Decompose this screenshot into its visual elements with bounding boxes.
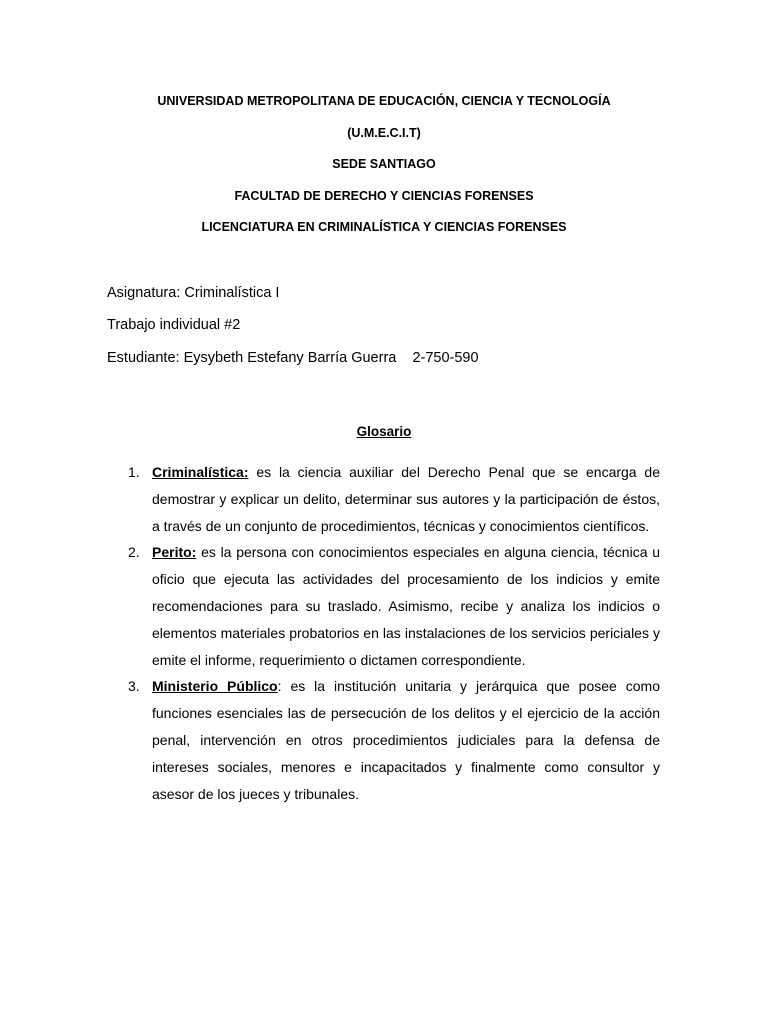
item-number: 1. <box>128 464 140 480</box>
subject-line: Asignatura: Criminalística I <box>107 285 280 301</box>
assignment-line: Trabajo individual #2 <box>107 317 241 333</box>
student-line: Estudiante: Eysybeth Estefany Barría Guerra 2-750-590 <box>107 350 479 366</box>
glossary-list <box>128 459 660 807</box>
glossary-item <box>128 673 660 807</box>
glossary-definition: : es la institución unitaria y jerárquica que posee como funciones esenciales las de persecución de los delitos y el ejercicio de la acción penal, intervención en otros procedimientos judiciales para la defensa de intereses sociales, menores e incapacitados y finalmente como consultor y asesor de los jueces y tribunales. <box>152 678 660 802</box>
glossary-definition: es la ciencia auxiliar del Derecho Penal que se encarga de demostrar y explicar un delito, determinar sus autores y la participación de éstos, a través de un conjunto de procedimientos, técnicas y conocimientos científicos. <box>152 464 660 534</box>
item-number: 2. <box>128 544 140 561</box>
glossary-term: Perito: <box>152 544 197 561</box>
glossary-term: Ministerio Público <box>152 678 278 695</box>
item-number: 3. <box>128 678 140 695</box>
glossary-item <box>128 459 660 539</box>
university-acronym: (U.M.E.C.I.T) <box>347 126 421 140</box>
university-name: UNIVERSIDAD METROPOLITANA DE EDUCACIÓN, CIENCIA Y TECNOLOGÍA <box>157 94 611 108</box>
glossary-definition: es la persona con conocimientos especiales en alguna ciencia, técnica u oficio que ejecuta las actividades del procesamiento de los indicios y emite recomendaciones para su traslado. Asimismo, recibe y analiza los indicios o elementos materiales probatorios en las instalaciones de los servicios periciales y emite el informe, requerimiento o dictamen correspondiente. <box>152 544 660 668</box>
glossary-item <box>128 539 660 673</box>
degree-name: LICENCIATURA EN CRIMINALÍSTICA Y CIENCIAS FORENSES <box>201 220 567 234</box>
glossary-term: Criminalística: <box>152 464 249 480</box>
campus-name: SEDE SANTIAGO <box>332 157 436 171</box>
glossary-title: Glosario <box>356 424 412 439</box>
faculty-name: FACULTAD DE DERECHO Y CIENCIAS FORENSES <box>234 189 534 203</box>
